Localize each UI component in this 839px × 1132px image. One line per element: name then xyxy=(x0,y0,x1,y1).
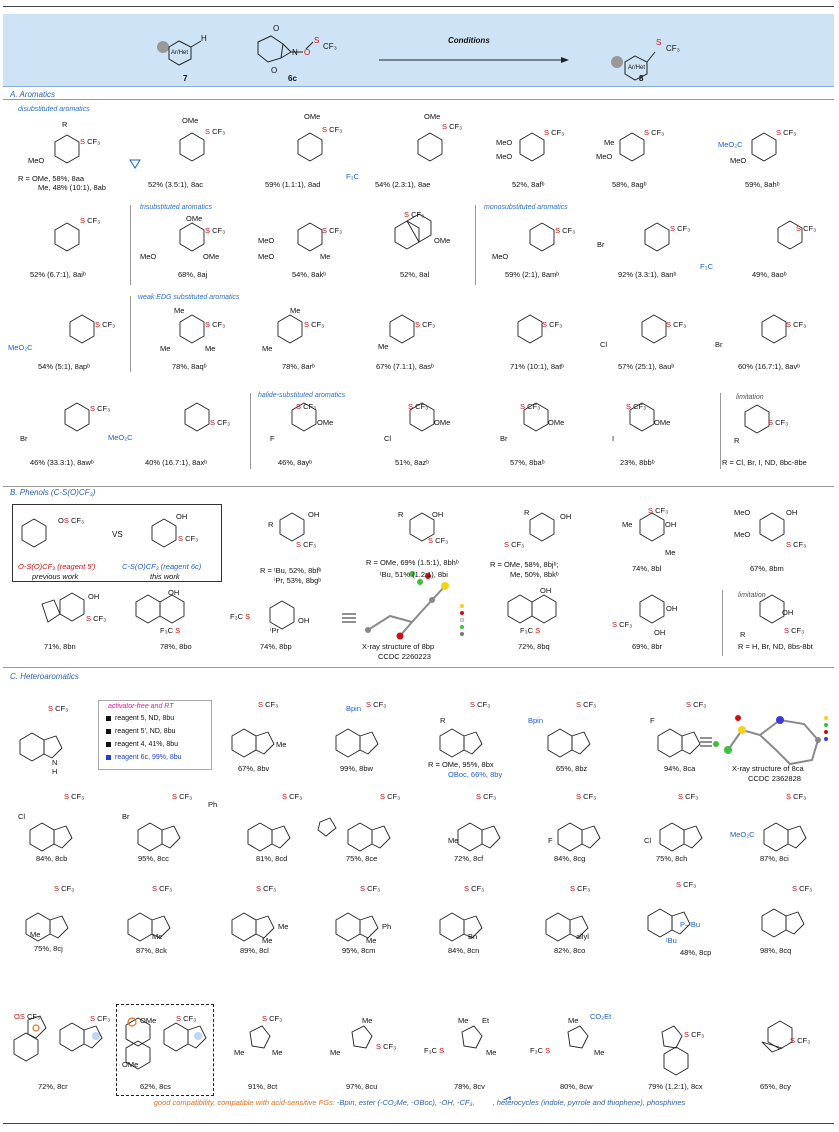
label-8cf: 72%, 8cf xyxy=(454,854,484,863)
ome-8ay: OMe xyxy=(317,418,334,427)
label-8cv: 78%, 8cv xyxy=(454,1082,485,1091)
section-aromatics: A. Aromatics xyxy=(10,90,56,99)
s-8ar: S CF₃ xyxy=(304,320,325,329)
s-8bo: F₃C S xyxy=(160,626,181,635)
label-8bk: Me, 50%, 8bkᵇ xyxy=(510,570,559,579)
s-8aa: S CF₃ xyxy=(80,137,101,146)
s-compare: S CF₃ xyxy=(178,534,199,543)
label-8bq: 72%, 8bq xyxy=(518,642,550,651)
oh-8bn: OH xyxy=(88,592,100,601)
label-8bn: 71%, 8bn xyxy=(44,642,76,651)
s-8ba: S CF₃ xyxy=(520,402,541,411)
label-8bl: 74%, 8bl xyxy=(632,564,662,573)
subsection-disubstituted: disubstituted aromatics xyxy=(18,106,90,113)
label-8ay: 46%, 8ayᵇ xyxy=(278,458,313,467)
s-8ax: S CF₃ xyxy=(210,418,231,427)
label-8aj: 68%, 8aj xyxy=(178,270,208,279)
label-8ap: 54% (5:1), 8apᵇ xyxy=(38,362,91,371)
ph-8cd: Ph xyxy=(208,800,218,809)
ome2-8aj: OMe xyxy=(203,252,220,261)
product-cf3: CF₃ xyxy=(666,44,680,53)
s-8bb: S CF₃ xyxy=(626,402,647,411)
s-8ag: S CF₃ xyxy=(644,128,665,137)
f-8ca: F xyxy=(650,716,655,725)
s-8ap: S CF₃ xyxy=(95,320,116,329)
me-8as: Me xyxy=(378,342,389,351)
product-s: S xyxy=(656,38,662,47)
label-8an: 92% (3.3:1), 8anᵇ xyxy=(618,270,677,279)
me2-8cv: Me xyxy=(486,1048,497,1057)
s-8av: S CF₃ xyxy=(786,320,807,329)
s-8ch: S CF₃ xyxy=(678,792,699,801)
cl-8az: Cl xyxy=(384,434,392,443)
me-8ak: Me xyxy=(320,252,331,261)
label-8cr: 72%, 8cr xyxy=(38,1082,68,1091)
cl-8au: Cl xyxy=(600,340,608,349)
s-8az: S CF₃ xyxy=(408,402,429,411)
oh-8bh: OH xyxy=(432,510,444,519)
label-8bz: 65%, 8bz xyxy=(556,764,588,773)
s-8ce: S CF₃ xyxy=(380,792,401,801)
f-8cg: F xyxy=(548,836,553,845)
s-8cu: S CF₃ xyxy=(376,1042,397,1051)
s-8bh: S CF₃ xyxy=(428,536,449,545)
me2-8bl: Me xyxy=(665,548,676,557)
s-8bl: S CF₃ xyxy=(648,506,669,515)
s-8ac: S CF₃ xyxy=(205,127,226,136)
oh-8bj: OH xyxy=(560,512,572,521)
label-8ai: 52% (6.7:1), 8aiᵇ xyxy=(30,270,86,279)
me1-8cv: Me xyxy=(458,1016,469,1025)
subsection-limitation-2: limitation xyxy=(738,592,766,599)
ome-8al: OMe xyxy=(434,236,451,245)
subsection-trisubstituted: trisubstituted aromatics xyxy=(140,204,212,211)
label-8am: 59% (2:1), 8amᵇ xyxy=(505,270,560,279)
label-8co: 82%, 8co xyxy=(554,946,586,955)
divider xyxy=(722,590,723,656)
subsection-monosubstituted: monosubstituted aromatics xyxy=(484,204,568,211)
meo-8am: MeO xyxy=(492,252,509,261)
ome-8bb: OMe xyxy=(654,418,671,427)
xray-8ca-1: X-ray structure of 8ca xyxy=(732,764,804,773)
s-8aj: S CF₃ xyxy=(205,226,226,235)
s-8aq: S CF₃ xyxy=(205,320,226,329)
s-8bz: S CF₃ xyxy=(576,700,597,709)
label-8ax: 40% (16.7:1), 8axᵇ xyxy=(145,458,208,467)
s-8at: S CF₃ xyxy=(542,320,563,329)
label-8bv: 67%, 8bv xyxy=(238,764,270,773)
label-8cg: 84%, 8cg xyxy=(554,854,586,863)
label-8aw: 46% (33.3:1), 8awᵇ xyxy=(30,458,94,467)
label-8cj: 75%, 8cj xyxy=(34,944,63,953)
legend-item-3: reagent 4, 41%, 8bu xyxy=(106,741,178,748)
label-8ae: 54% (2.3:1), 8ae xyxy=(375,180,431,189)
label-8bb: 23%, 8bbᵇ xyxy=(620,458,655,467)
label-8cs: 62%, 8cs xyxy=(140,1082,171,1091)
s-8bv: S CF₃ xyxy=(258,700,279,709)
divider xyxy=(3,486,834,487)
s-8bq: F₃C S xyxy=(520,626,541,635)
oh-8bm: OH xyxy=(786,508,798,517)
me1-8cw: Me xyxy=(568,1016,579,1025)
s-8cr-top: OS CF₃ xyxy=(14,1012,41,1021)
s-8bu: S CF₃ xyxy=(48,704,69,713)
label-8cy: 65%, 8cy xyxy=(760,1082,791,1091)
br-8cc: Br xyxy=(122,812,130,821)
label-8cx: 79% (1.2:1), 8cx xyxy=(648,1082,703,1091)
label-8bs: R = H, Br, ND, 8bs-8bt xyxy=(738,642,813,651)
meo2c-8ah: MeO₂C xyxy=(718,140,743,149)
ome-8aj: OMe xyxy=(186,214,203,223)
label-8bw: 99%, 8bw xyxy=(340,764,373,773)
s-8bc: S CF₃ xyxy=(768,418,789,427)
meo-8ag: MeO xyxy=(596,152,613,161)
s-8cn: S CF₃ xyxy=(464,884,485,893)
compatibility-footer: good compatibility, compatible with acid-sensitive FGs: -Bpin, ester (-CO₂Me, -OBoc), -OH, -CF₃, , heterocycles (indole, pyrrole and thiophene), phosphines xyxy=(153,1098,686,1107)
label-8af: 52%, 8afᵇ xyxy=(512,180,545,189)
h-atom: H xyxy=(201,34,207,43)
cl-8cb: Cl xyxy=(18,812,26,821)
s-8cr: S CF₃ xyxy=(90,1014,111,1023)
me1-8cl: Me xyxy=(278,922,289,931)
ome2-8cs: OMe xyxy=(122,1060,139,1069)
compare-left-2: previous work xyxy=(32,572,79,581)
me-8bv: Me xyxy=(276,740,287,749)
legend-item-4: reagent 6c, 99%, 8bu xyxy=(106,754,182,761)
subsection-limitation: limitation xyxy=(736,394,764,401)
legend-item-2: reagent 5', ND, 8bu xyxy=(106,728,175,735)
r-8bj: R xyxy=(524,508,530,517)
xray-8bp-2: CCDC 2260223 xyxy=(378,652,431,661)
s-8co: S CF₃ xyxy=(570,884,591,893)
s-8cf: S CF₃ xyxy=(476,792,497,801)
meo2c-8ci: MeO₂C xyxy=(730,830,755,839)
label-8bf: R = ᵗBu, 52%, 8bfᵇ xyxy=(260,566,322,575)
ome-8ba: OMe xyxy=(548,418,565,427)
bn-8cn: Bn xyxy=(468,932,478,941)
s-8cd: S CF₃ xyxy=(282,792,303,801)
section-heteroaromatics: C. Heteroaromatics xyxy=(10,672,79,681)
s-8an: S CF₃ xyxy=(670,224,691,233)
label-8cc: 95%, 8cc xyxy=(138,854,169,863)
s-8ai: S CF₃ xyxy=(80,216,101,225)
label-8bj: R = OMe, 58%, 8bjᵇ; xyxy=(490,560,559,569)
s-8ae: S CF₃ xyxy=(442,122,463,131)
label-8cw: 80%, 8cw xyxy=(560,1082,593,1091)
ome-8az: OMe xyxy=(434,418,451,427)
br-8an: Br xyxy=(597,240,605,249)
oh-8bl: OH xyxy=(665,520,677,529)
s-8cw: F₃C S xyxy=(530,1046,551,1055)
compare-vs: VS xyxy=(112,530,123,539)
meo2-8af: MeO xyxy=(496,152,513,161)
conditions-label: Conditions xyxy=(448,36,490,45)
s-8bp: F₃C S xyxy=(230,612,251,621)
r-8bx: R xyxy=(440,716,446,725)
me3-8aq: Me xyxy=(205,344,216,353)
label-8ch: 75%, 8ch xyxy=(656,854,688,863)
xray-8ca-2: CCDC 2362828 xyxy=(748,774,801,783)
me-8cj: Me xyxy=(30,930,41,939)
s-8cl: S CF₃ xyxy=(256,884,277,893)
divider xyxy=(250,393,251,469)
label-8ab: Me, 48% (10:1), 8ab xyxy=(38,183,106,192)
aromatics-structures xyxy=(0,100,839,480)
label-8as: 67% (7.1:1), 8asᵇ xyxy=(376,362,434,371)
s-8cq: S CF₃ xyxy=(792,884,813,893)
legend-title: activator-free and RT xyxy=(108,703,174,710)
label-8bi: ᵗBu, 51% (1.2:1), 8bi xyxy=(380,570,448,579)
label-8cp: 48%, 8cp xyxy=(680,948,712,957)
label-8al: 52%, 8al xyxy=(400,270,430,279)
s-8ck: S CF₃ xyxy=(152,884,173,893)
label-8bh: R = OMe, 69% (1.5:1), 8bhᵇ xyxy=(366,558,459,567)
oh-8bq: OH xyxy=(540,586,552,595)
me1-8cu: Me xyxy=(362,1016,373,1025)
label-8cl: 89%, 8cl xyxy=(240,946,269,955)
me1-8ct: Me xyxy=(234,1048,245,1057)
subsection-halide: halide-substituted aromatics xyxy=(258,392,346,399)
me-8cm: Me xyxy=(366,936,377,945)
product-label: 8 xyxy=(639,74,644,83)
ome-8ac: OMe xyxy=(182,116,199,125)
bottom-rule xyxy=(3,1123,834,1124)
s-8cs: S CF₃ xyxy=(176,1014,197,1023)
s-8cc: S CF₃ xyxy=(172,792,193,801)
meo1-8bm: MeO xyxy=(734,508,751,517)
s-8cp: S CF₃ xyxy=(676,880,697,889)
label-8cd: 81%, 8cd xyxy=(256,854,288,863)
label-8ck: 87%, 8ck xyxy=(136,946,167,955)
s-8au: S CF₃ xyxy=(666,320,687,329)
label-8ag: 58%, 8agᵇ xyxy=(612,180,647,189)
meo2-8bm: MeO xyxy=(734,530,751,539)
oh-8bf: OH xyxy=(308,510,320,519)
s-8cy: S CF₃ xyxy=(790,1036,811,1045)
label-8ac: 52% (3.5:1), 8ac xyxy=(148,180,204,189)
label-8ak: 54%, 8akᵇ xyxy=(292,270,327,279)
label-8ba: 57%, 8baᵇ xyxy=(510,458,545,467)
label-8ce: 75%, 8ce xyxy=(346,854,378,863)
s-8cb: S CF₃ xyxy=(64,792,85,801)
me1-8bl: Me xyxy=(622,520,633,529)
ome-8ae: OMe xyxy=(424,112,441,121)
meo-8af: MeO xyxy=(496,138,513,147)
label-8ci: 87%, 8ci xyxy=(760,854,789,863)
oh2-8br: OH xyxy=(654,628,666,637)
label-8au: 57% (25:1), 8auᵇ xyxy=(618,362,675,371)
me-8ag: Me xyxy=(604,138,615,147)
label-8cu: 97%, 8cu xyxy=(346,1082,378,1091)
reagent-o-bot: O xyxy=(271,66,278,75)
divider xyxy=(130,205,131,285)
reagent-o-top: O xyxy=(273,24,280,33)
reagent-s: S xyxy=(314,36,320,45)
ph-8cm: Ph xyxy=(382,922,392,931)
label-8az: 51%, 8azᵇ xyxy=(395,458,430,467)
s-8cv: F₃C S xyxy=(424,1046,445,1055)
label-8br: 69%, 8br xyxy=(632,642,663,651)
label-8ad: 59% (1.1:1), 8ad xyxy=(265,180,321,189)
product-ring-label: Ar/Het xyxy=(628,65,646,71)
label-8ca: 94%, 8ca xyxy=(664,764,696,773)
bpin-8bz: Bpin xyxy=(528,716,544,725)
label-8bm: 67%, 8bm xyxy=(750,564,784,573)
ome1-8cs: OMe xyxy=(140,1016,157,1025)
r-8aa: R xyxy=(62,120,68,129)
divider xyxy=(720,393,721,469)
me2-8ct: Me xyxy=(272,1048,283,1057)
s-8af: S CF₃ xyxy=(544,128,565,137)
f3c-8ao: F₃C xyxy=(700,262,714,271)
bpin-8bw: Bpin xyxy=(346,704,362,713)
label-8cm: 95%, 8cm xyxy=(342,946,376,955)
oh-8bp: OH xyxy=(298,616,310,625)
label-8ah: 59%, 8ahᵇ xyxy=(745,180,780,189)
nh-8bu: N H xyxy=(52,758,58,776)
s-8br: S CF₃ xyxy=(612,620,633,629)
f-8ay: F xyxy=(270,434,275,443)
co2et-8cw: CO₂Et xyxy=(590,1012,612,1021)
s-8ao: S CF₃ xyxy=(796,224,817,233)
label-8cb: 84%, 8cb xyxy=(36,854,68,863)
label-8bp: 74%, 8bp xyxy=(260,642,292,651)
r-8bf: R xyxy=(268,520,274,529)
et-8cv: Et xyxy=(482,1016,490,1025)
i-8bb: I xyxy=(612,434,615,443)
s-8cj: S CF₃ xyxy=(54,884,75,893)
p-8cp: P–ᵗBu xyxy=(680,920,701,929)
me2-8cl: Me xyxy=(262,936,273,945)
compare-left-1: O-S(O)CF₃ (reagent 5') xyxy=(18,562,96,571)
s-8aw: S CF₃ xyxy=(90,404,111,413)
xray-8bp-1: X-ray structure of 8bp xyxy=(362,642,435,651)
meo-8ah: MeO xyxy=(730,156,747,165)
s-8cx: S CF₃ xyxy=(684,1030,705,1039)
ipr-8bp: ⁱPr xyxy=(270,626,279,635)
s-8ah: S CF₃ xyxy=(776,128,797,137)
label-8ar: 78%, 8arᵇ xyxy=(282,362,315,371)
reagent-label: 6c xyxy=(288,74,297,83)
header-scheme xyxy=(3,14,834,86)
label-8bx: R = OMe, 95%, 8bx xyxy=(428,760,494,769)
s-8ct: S CF₃ xyxy=(262,1014,283,1023)
s-8ad: S CF₃ xyxy=(322,125,343,134)
label-8bg: ⁱPr, 53%, 8bgᵇ xyxy=(274,576,322,585)
label-8cn: 84%, 8cn xyxy=(448,946,480,955)
br-8ba: Br xyxy=(500,434,508,443)
r-8bh: R xyxy=(398,510,404,519)
meo-8aj: MeO xyxy=(140,252,157,261)
s-8bs: S CF₃ xyxy=(784,626,805,635)
o-link-compare: OS CF₃ xyxy=(58,516,85,525)
meo2c-8ap: MeO₂C xyxy=(8,343,33,352)
s-8cg: S CF₃ xyxy=(576,792,597,801)
s-8ak: S CF₃ xyxy=(322,226,343,235)
label-8ct: 91%, 8ct xyxy=(248,1082,278,1091)
cl-8ch: Cl xyxy=(644,836,652,845)
me1-8ar: Me xyxy=(290,306,301,315)
s-8bx: S CF₃ xyxy=(470,700,491,709)
reagent-n: N xyxy=(292,48,298,57)
divider xyxy=(475,205,476,285)
s-8as: S CF₃ xyxy=(415,320,436,329)
s-8ay: S CF₃ xyxy=(296,402,317,411)
ome-8ad: OMe xyxy=(304,112,321,121)
top-rule xyxy=(3,6,834,7)
compare-right-1: C-S(O)CF₃ (reagent 6c) xyxy=(122,562,202,571)
oh1-8br: OH xyxy=(666,604,678,613)
reactant-label: 7 xyxy=(183,74,188,83)
me2-8aq: Me xyxy=(160,344,171,353)
r-8bs: R xyxy=(740,630,746,639)
br-8aw: Br xyxy=(20,434,28,443)
label-8aa: R = OMe, 58%, 8aa xyxy=(18,174,85,183)
legend-item-1: reagent 5, ND, 8bu xyxy=(106,715,174,722)
me-8cf: Me xyxy=(448,836,459,845)
allyl-8co: allyl xyxy=(576,932,589,941)
s-8ca: S CF₃ xyxy=(686,700,707,709)
label-8bc: R = Cl, Br, I, ND, 8bc-8be xyxy=(722,458,807,467)
s-8am: S CF₃ xyxy=(555,226,576,235)
reagent-cf3: CF₃ xyxy=(323,42,337,51)
label-8by: OBoc, 66%, 8by xyxy=(448,770,503,779)
oh-8bs: OH xyxy=(782,608,794,617)
s-8bm: S CF₃ xyxy=(786,540,807,549)
me2-8cw: Me xyxy=(594,1048,605,1057)
divider xyxy=(130,296,131,372)
label-8av: 60% (16.7:1), 8avᵇ xyxy=(738,362,801,371)
br-8av: Br xyxy=(715,340,723,349)
ring-label: Ar/Het xyxy=(171,50,189,56)
subsection-weak-edg: weak EDG substituted aromatics xyxy=(138,294,240,301)
s-8cm: S CF₃ xyxy=(360,884,381,893)
label-8bo: 78%, 8bo xyxy=(160,642,192,651)
compare-right-2: this work xyxy=(150,572,180,581)
s-8bn: S CF₃ xyxy=(86,614,107,623)
meo-8aa: MeO xyxy=(28,156,45,165)
label-8ao: 49%, 8aoᵇ xyxy=(752,270,787,279)
s-8ci: S CF₃ xyxy=(786,792,807,801)
oh-8bo: OH xyxy=(168,588,180,597)
me-8ck: Me xyxy=(152,932,163,941)
s-8bw: S CF₃ xyxy=(366,700,387,709)
label-8at: 71% (10:1), 8atᵇ xyxy=(510,362,565,371)
divider xyxy=(3,667,834,668)
label-8cq: 98%, 8cq xyxy=(760,946,792,955)
oh-compare: OH xyxy=(176,512,188,521)
me1-8aq: Me xyxy=(174,306,185,315)
section-phenols: B. Phenols (C-S(O)CF₃) xyxy=(10,488,96,497)
s-8bf: S CF₃ xyxy=(296,540,317,549)
meo2c-8ax: MeO₂C xyxy=(108,433,133,442)
meo-8ak: MeO xyxy=(258,236,275,245)
tbu-8cp: ᵗBu xyxy=(666,936,677,945)
label-8aq: 78%, 8aqᵇ xyxy=(172,362,207,371)
me2-8ar: Me xyxy=(262,344,273,353)
r-8bc: R xyxy=(734,436,740,445)
reaction-header xyxy=(3,14,834,87)
reagent-o-link: O xyxy=(304,48,311,57)
meo2-8ak: MeO xyxy=(258,252,275,261)
s-8bj: S CF₃ xyxy=(504,540,525,549)
f3c-8ae: F₃C xyxy=(346,172,360,181)
s-8al: S CF₃ xyxy=(404,210,425,219)
me2-8cu: Me xyxy=(330,1048,341,1057)
